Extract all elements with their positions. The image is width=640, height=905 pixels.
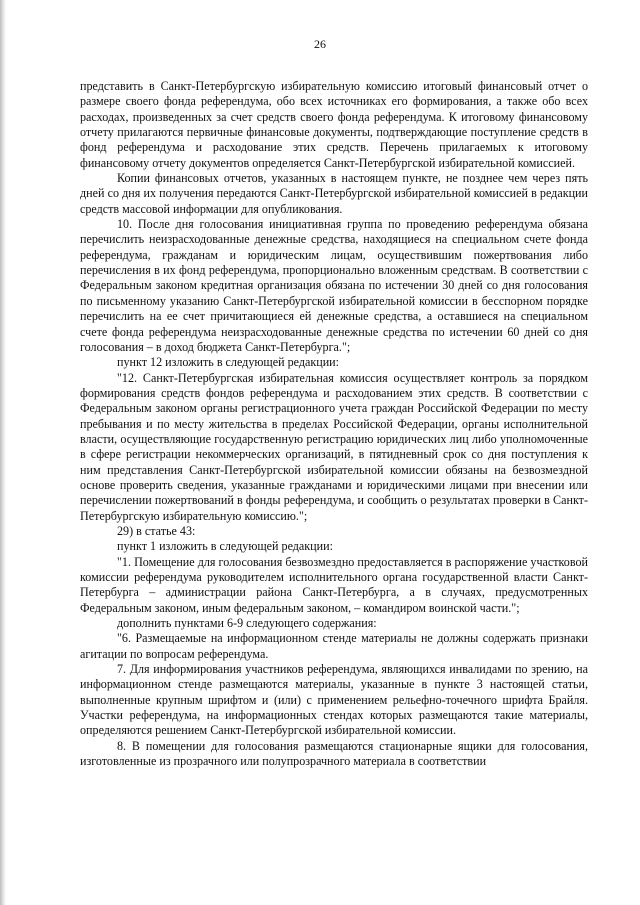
paragraph-1: представить в Санкт-Петербургскую избирательную комиссию итоговый финансовый отчет о размере своего фонда референдума, обо всех источниках его формирования, а также обо всех расходах, произведенных за счет средств своего фонда референдума. К итоговому финансовому отчету прилагаются первичные финансовые документы, подтверждающие поступление средств в фонд референдума и расходование этих средств. Перечень прилагаемых к итоговому финансовому отчету документов определяется Санкт-Петербургской избирательной комиссией. [80,79,588,170]
paragraph-4: пункт 12 изложить в следующей редакции: [117,355,339,370]
paragraph-8: "1. Помещение для голосования безвозмездно предоставляется в распоряжение участковой комиссии референдума руководителем исполнительного органа государственной власти Санкт-Петербурга – администрации района Санкт-Петербурга, а в случаях, предусмотренных Федеральным законом, иным федеральным законом, – командиром воинской части."; [80,554,588,615]
paragraph-9: дополнить пунктами 6-9 следующего содержания: [117,616,377,631]
paragraph-10: "6. Размещаемые на информационном стенде материалы не должны содержать признаки агитации по вопросам референдума. [80,631,588,661]
document-body [80,79,588,769]
paragraph-12: 8. В помещении для голосования размещаются стационарные ящики для голосования, изготовленные из прозрачного или полупрозрачного материала в соответствии [80,738,588,769]
paragraph-3: 10. После дня голосования инициативная группа по проведению референдума обязана перечислить неизрасходованные денежные средства, находящиеся на специальном счете фонда референдума, гражданам и юридическим лицам, осуществившим пожертвования либо перечисления в их фонд референдума, пропорционально вложенным средствам. В соответствии с Федеральным законом кредитная организация обязана по истечении 30 дней со дня голосования по письменному указанию Санкт-Петербургской избирательной комиссии в бесспорном порядке перечислить на ее счет причитающиеся ей денежные средства, а оставшиеся на специальном счете фонда референдума неизрасходованные денежные средства по истечении 60 дней со дня голосования – в доход бюджета Санкт-Петербурга."; [80,217,588,354]
paragraph-7: пункт 1 изложить в следующей редакции: [117,539,333,554]
paragraph-11: 7. Для информирования участников референдума, являющихся инвалидами по зрению, на информационном стенде размещаются материалы, указанные в пункте 3 настоящей статьи, выполненные крупным шрифтом и (или) с применением рельефно-точечного шрифта Брайля. Участки референдума, на информационных стендах которых размещаются такие материалы, определяются решением Санкт-Петербургской избирательной комиссии. [80,662,588,738]
page-number: 26 [314,37,326,51]
scan-edge-shadow [0,0,6,905]
paragraph-6: 29) в статье 43: [117,523,196,538]
paragraph-5: "12. Санкт-Петербургская избирательная комиссия осуществляет контроль за порядком формирования средств фондов референдума и расходованием этих средств. В соответствии с Федеральным законом органы регистрационного учета граждан Российской Федерации по месту пребывания и по месту жительства в пределах Российской Федерации, органы исполнительной власти, осуществляющие государственную регистрацию юридических лиц либо уполномоченные в сфере регистрации некоммерческих организаций, в пятидневный срок со дня поступления к ним представления Санкт-Петербургской избирательной комиссии обязаны на безвозмездной основе проверить сведения, указанные гражданами и юридическими лицами при внесении или перечислении пожертвований в фонды референдума, и сообщить о результатах проверки в Санкт-Петербургскую избирательную комиссию."; [80,370,588,523]
paragraph-2: Копии финансовых отчетов, указанных в настоящем пункте, не позднее чем через пять дней со дня их получения передаются Санкт-Петербургской избирательной комиссией в редакции средств массовой информации для опубликования. [80,171,588,216]
